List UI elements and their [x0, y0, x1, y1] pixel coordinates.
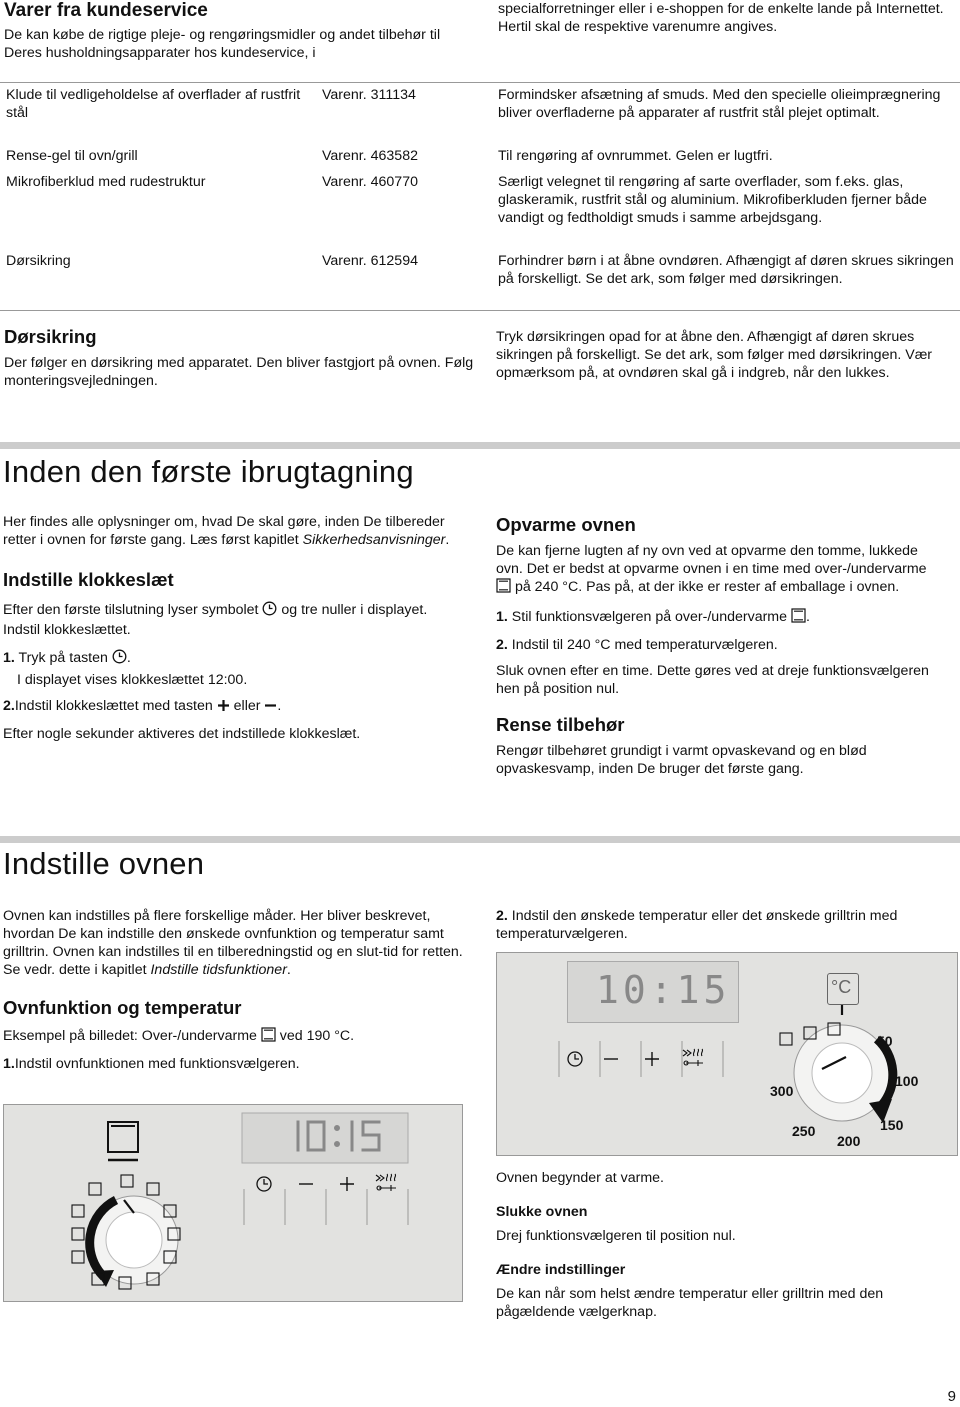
table-row [0, 173, 960, 245]
subtitle-change-settings: Ændre indstillinger [496, 1262, 626, 1278]
display-time: 10:15 [596, 968, 731, 1012]
section-rule [0, 442, 960, 449]
dial-label-100: 100 [895, 1073, 919, 1089]
section-title-door-lock: Dørsikring [4, 326, 97, 347]
item-number: Varenr. 612594 [322, 253, 418, 269]
clock-step-1: 1. Tryk på tasten . [3, 649, 463, 669]
item-description: Til rengøring af ovnrummet. Gelen er lugtfri. [498, 148, 773, 164]
dial-label-50: 50 [877, 1033, 893, 1049]
function-example: Eksempel på billedet: Over-/undervarme ved 190 °C. [3, 1027, 465, 1047]
oven-heats-up: Ovnen begynder at varme. [496, 1170, 664, 1186]
table-row [0, 147, 960, 165]
item-description: Forhindrer børn i at åbne ovndøren. Afhængigt af døren skrues sikringen på forskelligt. Se det ark, som følger med dørsikringen. [498, 253, 954, 287]
minus-icon [264, 699, 277, 717]
item-number: Varenr. 311134 [322, 87, 416, 103]
item-description: Formindsker afsætning af smuds. Med den specielle olieimprægnering bliver overfladerne på apparater af rustfrit stål plejet optimalt. [498, 87, 941, 121]
table-bottom-rule [0, 310, 960, 311]
oven-function-symbol [147, 1183, 159, 1195]
top-bottom-heat-icon [496, 578, 511, 598]
dial-label-150: 150 [880, 1117, 904, 1133]
heat-step-2: 2. Indstil til 240 °C med temperaturvælgeren. [496, 637, 778, 653]
section-title-set-clock: Indstille klokkeslæt [3, 569, 174, 590]
clock-icon [257, 1177, 271, 1191]
control-panel-temperature-illustration [496, 952, 958, 1156]
temperature-step-2: 2. Indstil den ønskede temperatur eller det ønskede grilltrin med temperaturvælgeren. [496, 908, 898, 942]
celsius-indicator: °C [827, 973, 859, 1005]
oven-function-symbol [72, 1251, 84, 1263]
quick-heat-icon [376, 1174, 396, 1191]
table-top-rule [0, 82, 960, 83]
top-bottom-heat-icon [261, 1027, 276, 1047]
item-name: Mikrofiberklud med rudestruktur [6, 174, 206, 190]
change-settings-text: De kan når som helst ændre temperatur eller grilltrin med den pågældende vælgerknap. [496, 1286, 884, 1320]
heat-after: Sluk ovnen efter en time. Dette gøres ved at dreje funktionsvælgeren hen på position nul. [496, 663, 929, 697]
customer-service-intro-continued: specialforretninger eller i e-shoppen for de enkelte lande på Internettet. Hertil skal de respektive varenumre angives. [498, 1, 944, 35]
oven-function-symbol [72, 1228, 84, 1240]
dial-label-250: 250 [792, 1123, 816, 1139]
plus-icon [340, 1177, 354, 1191]
section-title-function-temperature: Ovnfunktion og temperatur [3, 997, 242, 1018]
table-row [0, 252, 960, 306]
section-rule [0, 836, 960, 843]
clock-step-1-result: I displayet vises klokkeslættet 12:00. [17, 672, 248, 688]
function-step-1: 1.Indstil ovnfunktionen med funktionsvælgeren. [3, 1056, 300, 1072]
item-name: Klude til vedligeholdelse af overflader af rustfrit stål [6, 87, 301, 121]
dial-label-200: 200 [837, 1133, 861, 1149]
page-number: 9 [947, 1388, 956, 1405]
quick-heat-icon [683, 1049, 703, 1066]
dial-label-300: 300 [770, 1083, 794, 1099]
oven-function-symbol [89, 1183, 101, 1195]
section-title-customer-service: Varer fra kundeservice [4, 0, 208, 21]
turn-off-text: Drej funktionsvælgeren til position nul. [496, 1228, 736, 1244]
chapter-title-set-oven: Indstille ovnen [3, 846, 205, 881]
customer-service-intro: De kan købe de rigtige pleje- og rengøringsmidler og andet tilbehør til Deres husholdningsapparater hos kundeservice, i [4, 27, 441, 61]
clock-icon [112, 649, 127, 669]
item-name: Rense-gel til ovn/grill [6, 148, 138, 164]
oven-function-symbol [72, 1205, 84, 1217]
heat-step-1: 1. Stil funktionsvælgeren på over-/undervarme . [496, 608, 936, 628]
grill-level-symbol [780, 1033, 792, 1045]
plus-icon [217, 699, 230, 717]
clock-icon [262, 601, 277, 621]
door-lock-text-left: Der følger en dørsikring med apparatet. Den bliver fastgjort på ovnen. Følg monteringsvejledningen. [4, 355, 474, 389]
first-use-intro: Her findes alle oplysninger om, hvad De skal gøre, inden De tilbereder retter i ovnen for første gang. Læs først kapitlet Sikkerhedsanvisninger. [3, 514, 450, 548]
top-bottom-heat-icon [108, 1122, 138, 1160]
table-row [0, 86, 960, 142]
clock-after: Efter nogle sekunder aktiveres det indstillede klokkeslæt. [3, 726, 361, 742]
set-oven-intro: Ovnen kan indstilles på flere forskellige måder. Her bliver beskrevet, hvordan De kan indstille den ønskede ovnfunktion og temperatur samt grilltrin. Ovnen kan indstilles til en tilberedningstid og en slut-tid for retten. Se vedr. dette i kapitlet Indstille tidsfunktioner. [3, 908, 463, 978]
top-bottom-heat-icon [791, 608, 806, 628]
section-title-clean-accessories: Rense tilbehør [496, 714, 625, 735]
control-panel-function-illustration [3, 1104, 463, 1302]
door-lock-text-right: Tryk dørsikringen opad for at åbne den. Afhængigt af døren skrues sikringen på forskelligt. Se det ark, som følger med dørsikringen. Vær opmærksom på, at ovndøren skal gå i indgreb, når den lukkes. [496, 329, 933, 381]
item-number: Varenr. 460770 [322, 174, 418, 190]
section-title-heat-oven: Opvarme ovnen [496, 514, 636, 535]
clock-step-2: 2.Indstil klokkeslættet med tasten eller . [3, 697, 463, 717]
oven-function-symbol [121, 1175, 133, 1187]
heat-intro: De kan fjerne lugten af ny ovn ved at opvarme den tomme, lukkede ovn. Det er bedst at opvarme ovnen i en time med over-/undervarme på 240 °C. Pas på, at der ikke er rester af emballage i ovnen. [496, 542, 936, 598]
item-number: Varenr. 463582 [322, 148, 418, 164]
item-name: Dørsikring [6, 253, 71, 269]
clock-icon [568, 1052, 582, 1066]
clock-intro: Efter den første tilslutning lyser symbolet og tre nuller i displayet. Indstil klokkeslættet. [3, 602, 428, 638]
accessories-text: Rengør tilbehøret grundigt i varmt opvaskevand og en blød opvaskesvamp, inden De bruger det første gang. [496, 743, 867, 777]
plus-icon [645, 1052, 659, 1066]
subtitle-turn-off-oven: Slukke ovnen [496, 1204, 588, 1220]
chapter-title-first-use: Inden den første ibrugtagning [3, 454, 414, 489]
item-description: Særligt velegnet til rengøring af sarte overflader, som f.eks. glas, glaskeramik, rustfrit stål og aluminium. Mikrofiberkluden fjerner både vandigt og fedtholdigt smuds i samme arbejdsgang. [498, 174, 927, 226]
